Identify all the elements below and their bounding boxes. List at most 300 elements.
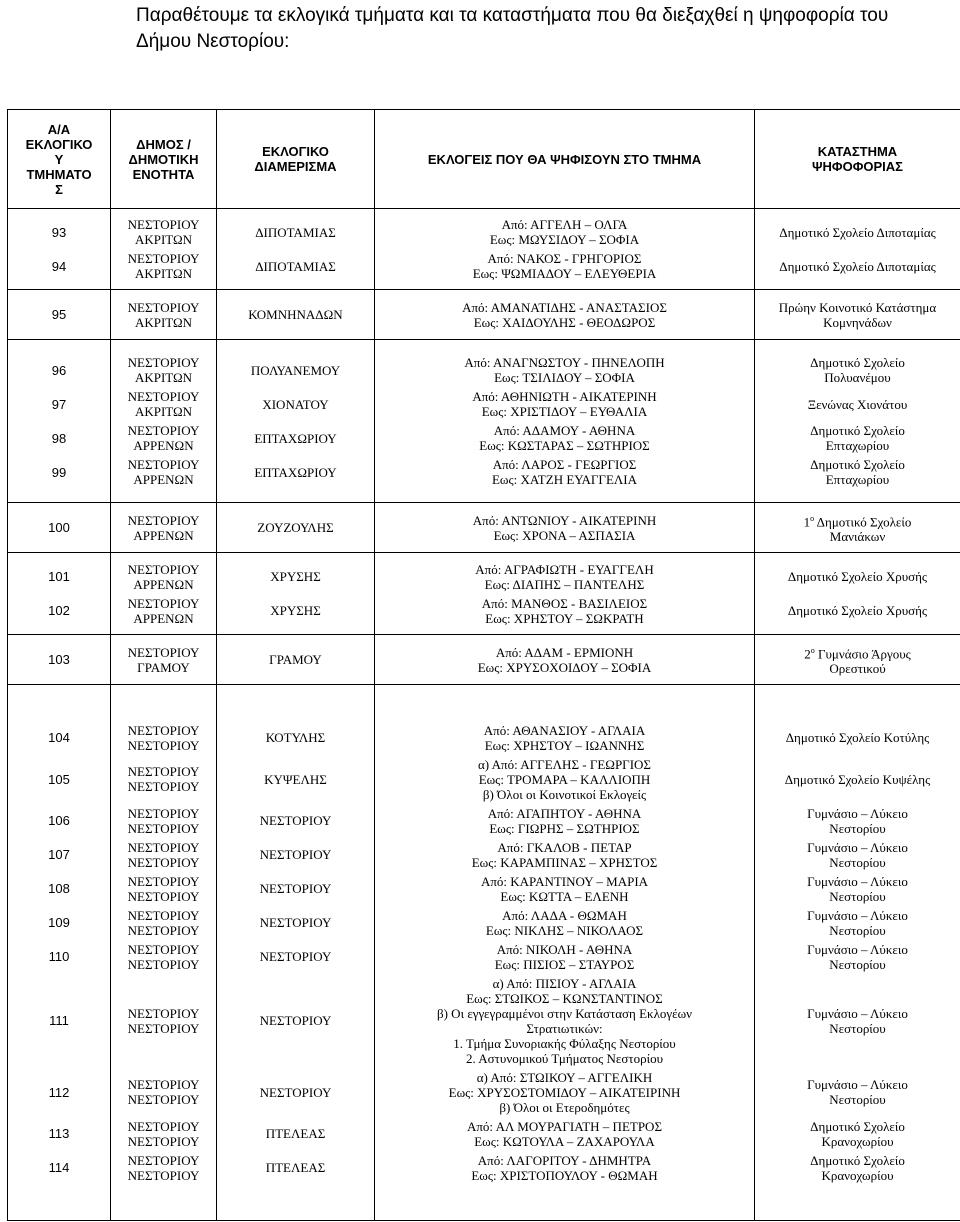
header-aa-line: Σ (55, 181, 63, 197)
table-header-row (8, 110, 960, 209)
district-line: ΖΟΥΖΟΥΛΗΣ (257, 520, 334, 535)
section-number-line: 101 (48, 569, 70, 584)
district-cell (217, 209, 375, 290)
voters-line: Από: ΑΛ ΜΟΥΡΑΓΙΑΤΗ – ΠΕΤΡΟΣ (466, 1118, 663, 1134)
voters-line: Εως: ΧΡΗΣΤΟΥ – ΙΩΑΝΝΗΣ (484, 737, 645, 753)
polling-station-entry (757, 838, 958, 872)
voters-line: Από: ΛΑΔΑ - ΘΩΜΑΗ (502, 907, 627, 923)
voters-entry (377, 511, 752, 545)
municipality-line: ΝΕΣΤΟΡΙΟΥ (127, 854, 200, 870)
polling-station-entry (757, 1117, 958, 1151)
table-row (8, 503, 960, 553)
municipality-line: ΝΕΣΤΟΡΙΟΥ (127, 1167, 200, 1183)
polling-station-line: Δημοτικό Σχολείο (810, 457, 905, 472)
section-number-line: 99 (51, 464, 67, 480)
voters-line: Εως: ΚΩΤΟΥΛΑ – ΖΑΧΑΡΟΥΛΑ (474, 1133, 655, 1149)
district-cell (217, 553, 375, 635)
polling-station-line: Επταχωρίου (825, 438, 890, 453)
section-number-cell (8, 209, 111, 290)
polling-station-line: Νεστορίου (829, 1020, 886, 1036)
voters-line: Από: ΑΓΑΠΗΤΟΥ - ΑΘΗΝΑ (487, 805, 642, 821)
district-entry (219, 353, 372, 387)
section-number-cell (8, 553, 111, 635)
voters-entry (377, 215, 752, 249)
header-dimos-line: ΔΗΜΟΤΙΚΗ (128, 151, 199, 167)
municipality-line: ΝΕΣΤΟΡΙΟΥ (127, 423, 200, 438)
voters-line: 2. Αστυνομικού Τμήματος Νεστορίου (465, 1050, 664, 1066)
polling-station-entry (757, 249, 958, 283)
voters-entry (377, 721, 752, 755)
section-number-entry (10, 974, 108, 1068)
district-entry (219, 511, 372, 545)
municipality-line: ΝΕΣΤΟΡΙΟΥ (127, 1005, 200, 1021)
section-number-line: 93 (51, 224, 67, 240)
voters-entry (377, 594, 752, 628)
municipality-entry (113, 594, 214, 628)
polling-station-line: Νεστορίου (829, 820, 886, 836)
section-number-entry (10, 215, 108, 249)
municipality-line: ΝΕΣΤΟΡΙΟΥ (127, 644, 200, 660)
district-line: ΓΡΑΜΟΥ (269, 652, 322, 667)
voters-line: Εως: ΣΤΩΙΚΟΣ – ΚΩΝΣΤΑΝΤΙΝΟΣ (466, 990, 663, 1006)
municipality-cell (111, 685, 217, 1221)
voters-entry (377, 804, 752, 838)
district-entry (219, 594, 372, 628)
district-line: ΔΙΠΟΤΑΜΙΑΣ (255, 224, 336, 240)
municipality-entry (113, 298, 214, 332)
polling-station-cell (755, 503, 960, 553)
polling-station-line: Δημοτικό Σχολείο (810, 1152, 905, 1168)
voters-line: β) Όλοι οι Κοινοτικοί Εκλογείς (482, 786, 647, 802)
voters-line: Εως: ΧΡΟΝΑ – ΑΣΠΑΣΙΑ (493, 527, 636, 543)
polling-station-cell (755, 340, 960, 503)
header-katastima-line: ΚΑΤΑΣΤΗΜΑ (817, 144, 898, 159)
voters-line: Εως: ΠΙΣΙΟΣ – ΣΤΑΥΡΟΣ (494, 956, 635, 972)
header-katastima-line: ΨΗΦΟΦΟΡΙΑΣ (812, 159, 903, 174)
municipality-entry (113, 1151, 214, 1185)
district-entry (219, 643, 372, 677)
header-katastima (755, 110, 960, 209)
polling-station-line: Επταχωρίου (825, 472, 890, 487)
section-number-cell (8, 290, 111, 340)
municipality-line: ΝΕΣΤΟΡΙΟΥ (127, 595, 200, 611)
voters-line: Εως: ΧΡΙΣΤΙΔΟΥ – ΕΥΘΑΛΙΑ (481, 404, 648, 419)
district-entry (219, 215, 372, 249)
district-line: ΧΡΥΣΗΣ (270, 603, 321, 618)
polling-station-entry (757, 1068, 958, 1117)
polling-station-entry (757, 755, 958, 804)
municipality-entry (113, 215, 214, 249)
municipality-entry (113, 755, 214, 804)
municipality-line: ΑΚΡΙΤΩΝ (134, 404, 193, 419)
table-row (8, 553, 960, 635)
voters-entry (377, 872, 752, 906)
voters-line: α) Από: ΠΙΣΙΟΥ - ΑΓΛΑΙΑ (492, 975, 637, 991)
municipality-cell (111, 340, 217, 503)
district-entry (219, 804, 372, 838)
municipality-line: ΝΕΣΤΟΡΙΟΥ (127, 251, 200, 266)
polling-station-line: Κρανοχωρίου (821, 1133, 894, 1149)
voters-line: Εως: ΧΡΗΣΤΟΥ – ΣΩΚΡΑΤΗ (485, 610, 644, 626)
polling-station-entry (757, 1151, 958, 1185)
polling-station-cell (755, 635, 960, 685)
section-number-entry (10, 511, 108, 545)
municipality-line: ΓΡΑΜΟΥ (137, 659, 190, 675)
polling-station-entry (757, 455, 958, 489)
voters-line: β) Οι εγγεγραμμένοι στην Κατάσταση Εκλογέων (436, 1005, 693, 1021)
header-aa-line: ΤΜΗΜΑΤΟ (26, 166, 92, 182)
section-number-line: 112 (48, 1084, 70, 1100)
district-line: ΠΤΕΛΕΑΣ (265, 1126, 326, 1141)
municipality-line: ΑΡΡΕΝΩΝ (133, 610, 194, 626)
section-number-entry (10, 298, 108, 332)
district-line: ΚΥΨΕΛΗΣ (264, 771, 327, 787)
district-entry (219, 974, 372, 1068)
polling-station-line: Δημοτικό Σχολείο Διποταμίας (779, 258, 936, 274)
district-cell (217, 340, 375, 503)
header-aa-line: ΕΚΛΟΓΙΚΟ (25, 136, 93, 152)
polling-station-line: Γυμνάσιο – Λύκειο (807, 1077, 908, 1092)
polling-station-line: Κομνηνάδων (823, 314, 892, 330)
voters-line: Από: ΝΑΚΟΣ - ΓΡΗΓΟΡΙΟΣ (487, 251, 642, 266)
section-number-entry (10, 940, 108, 974)
district-entry (219, 421, 372, 455)
voters-entry (377, 387, 752, 421)
section-number-entry (10, 643, 108, 677)
district-cell (217, 503, 375, 553)
municipality-line: ΝΕΣΤΟΡΙΟΥ (127, 820, 200, 836)
voters-line: 1. Τμήμα Συνοριακής Φύλαξης Νεστορίου (453, 1035, 676, 1051)
voters-cell (375, 209, 755, 290)
municipality-line: ΑΚΡΙΤΩΝ (134, 314, 193, 330)
district-line: ΚΟΤΥΛΗΣ (265, 730, 326, 745)
polling-station-entry (757, 906, 958, 940)
voters-entry (377, 249, 752, 283)
voters-line: Εως: ΝΙΚΛΗΣ – ΝΙΚΟΛΑΟΣ (485, 922, 644, 938)
voters-line: Εως: ΧΡΥΣΟΧΟΙΔΟΥ – ΣΟΦΙΑ (477, 659, 652, 675)
district-line: ΧΡΥΣΗΣ (270, 569, 321, 584)
district-entry (219, 940, 372, 974)
voters-line: Από: ΓΚΑΛΟΒ - ΠΕΤΑΡ (497, 839, 632, 855)
municipality-entry (113, 387, 214, 421)
voters-entry (377, 1117, 752, 1151)
polling-station-cell (755, 209, 960, 290)
intro-text: Παραθέτουμε τα εκλογικά τμήματα και τα καταστήματα που θα διεξαχθεί η ψηφοφορία του Δήμου Νεστορίου: (136, 5, 889, 52)
municipality-line: ΝΕΣΤΟΡΙΟΥ (127, 956, 200, 972)
district-entry (219, 455, 372, 489)
header-aa-line: Α/Α (47, 121, 71, 137)
municipality-cell (111, 635, 217, 685)
section-number-entry (10, 755, 108, 804)
section-number-entry (10, 1117, 108, 1151)
municipality-line: ΝΕΣΤΟΡΙΟΥ (127, 1020, 200, 1036)
municipality-cell (111, 290, 217, 340)
section-number-entry (10, 1068, 108, 1117)
polling-station-line: Δημοτικό Σχολείο Χρυσής (787, 603, 928, 618)
polling-stations-table (7, 109, 960, 1221)
polling-station-line: Ξενώνας Χιονάτου (807, 396, 908, 412)
district-line: ΝΕΣΤΟΡΙΟΥ (259, 881, 332, 896)
district-entry (219, 560, 372, 594)
municipality-entry (113, 940, 214, 974)
section-number-entry (10, 1151, 108, 1185)
municipality-entry (113, 721, 214, 755)
section-number-line: 108 (48, 881, 70, 896)
polling-station-line: Γυμνάσιο – Λύκειο (807, 907, 908, 923)
municipality-line: ΝΕΣΤΟΡΙΟΥ (127, 873, 200, 889)
section-number-line: 94 (51, 258, 67, 274)
table-row (8, 685, 960, 1221)
polling-station-line: Δημοτικό Σχολείο Κυψέλης (784, 771, 931, 787)
voters-line: Από: ΑΓΓΕΛΗ – ΟΛΓΑ (501, 217, 628, 232)
district-entry (219, 838, 372, 872)
polling-station-line: Νεστορίου (829, 854, 886, 870)
header-dimos-line: ΕΝΟΤΗΤΑ (132, 166, 195, 182)
district-entry (219, 755, 372, 804)
municipality-line: ΑΡΡΕΝΩΝ (133, 438, 194, 453)
polling-station-line: Νεστορίου (829, 1092, 886, 1107)
voters-line: Στρατιωτικών: (526, 1020, 603, 1036)
table-row (8, 209, 960, 290)
municipality-line: ΝΕΣΤΟΡΙΟΥ (127, 941, 200, 957)
voters-line: Εως: ΚΑΡΑΜΠΙΝΑΣ – ΧΡΗΣΤΟΣ (471, 854, 658, 870)
header-diamerisma-line: ΕΚΛΟΓΙΚΟ (262, 144, 329, 159)
header-eklogeis: ΕΚΛΟΓΕΙΣ ΠΟΥ ΘΑ ΨΗΦΙΣΟΥΝ ΣΤΟ ΤΜΗΜΑ (375, 110, 755, 209)
polling-station-line: $1^o$ Δημοτικό Σχολείο (803, 513, 912, 530)
polling-station-line: Πρώην Κοινοτικό Κατάστημα (778, 299, 937, 315)
municipality-line: ΑΚΡΙΤΩΝ (134, 370, 193, 385)
section-number-entry (10, 455, 108, 489)
district-line: ΝΕΣΤΟΡΙΟΥ (259, 1013, 332, 1028)
polling-station-line: Δημοτικό Σχολείο Διποταμίας (779, 224, 936, 240)
header-diamerisma-line: ΔΙΑΜΕΡΙΣΜΑ (254, 159, 337, 174)
municipality-line: ΝΕΣΤΟΡΙΟΥ (127, 779, 200, 794)
voters-line: Εως: ΚΩΤΤΑ – ΕΛΕΝΗ (500, 888, 629, 904)
section-number-cell (8, 340, 111, 503)
polling-station-line: Γυμνάσιο – Λύκειο (807, 873, 908, 889)
table-row (8, 290, 960, 340)
section-number-line: 113 (48, 1126, 70, 1141)
polling-station-entry (757, 215, 958, 249)
section-number-line: 97 (51, 396, 67, 412)
voters-line: Εως: ΧΡΥΣΟΣΤΟΜΙΔΟΥ – ΑΙΚΑΤΕΙΡΙΝΗ (448, 1084, 681, 1100)
municipality-line: ΝΕΣΤΟΡΙΟΥ (127, 888, 200, 904)
voters-line: Εως: ΔΙΑΠΗΣ – ΠΑΝΤΕΛΗΣ (484, 576, 645, 592)
municipality-cell (111, 209, 217, 290)
voters-cell (375, 635, 755, 685)
voters-line: Εως: ΨΩΜΙΑΔΟΥ – ΕΛΕΥΘΕΡΙΑ (472, 266, 657, 281)
district-entry (219, 1068, 372, 1117)
municipality-entry (113, 872, 214, 906)
voters-line: Εως: ΤΡΟΜΑΡΑ – ΚΑΛΛΙΟΠΗ (478, 771, 651, 787)
voters-line: Εως: ΧΑΙΔΟΥΛΗΣ - ΘΕΟΔΩΡΟΣ (473, 314, 656, 330)
municipality-line: ΝΕΣΤΟΡΙΟΥ (127, 1133, 200, 1149)
voters-entry (377, 643, 752, 677)
polling-station-entry (757, 560, 958, 594)
district-line: ΝΕΣΤΟΡΙΟΥ (259, 949, 332, 964)
voters-line: Από: ΑΔΑΜΟΥ - ΑΘΗΝΑ (493, 423, 636, 438)
voters-line: Εως: ΜΩΥΣΙΔΟΥ – ΣΟΦΙΑ (489, 232, 640, 247)
municipality-line: ΝΕΣΤΟΡΙΟΥ (127, 457, 200, 472)
voters-entry (377, 906, 752, 940)
section-number-entry (10, 421, 108, 455)
polling-station-line: Γυμνάσιο – Λύκειο (807, 1005, 908, 1021)
municipality-line: ΝΕΣΤΟΡΙΟΥ (127, 907, 200, 923)
district-line: ΕΠΤΑΧΩΡΙΟΥ (254, 464, 337, 480)
municipality-line: ΝΕΣΤΟΡΙΟΥ (127, 561, 200, 577)
municipality-line: ΝΕΣΤΟΡΙΟΥ (127, 805, 200, 821)
voters-line: α) Από: ΑΓΓΕΛΗΣ - ΓΕΩΡΓΙΟΣ (478, 756, 651, 772)
section-number-entry (10, 387, 108, 421)
voters-line: Από: ΛΑΡΟΣ - ΓΕΩΡΓΙΟΣ (492, 457, 637, 472)
polling-station-line: Νεστορίου (829, 888, 886, 904)
municipality-entry (113, 906, 214, 940)
municipality-line: ΝΕΣΤΟΡΙΟΥ (127, 355, 200, 370)
section-number-line: 96 (51, 362, 67, 378)
municipality-entry (113, 643, 214, 677)
voters-cell (375, 503, 755, 553)
district-line: ΔΙΠΟΤΑΜΙΑΣ (255, 258, 336, 274)
district-entry (219, 906, 372, 940)
district-entry (219, 1117, 372, 1151)
section-number-line: 104 (48, 730, 70, 745)
voters-line: Από: ΛΑΓΟΡΙΤΟΥ - ΔΗΜΗΤΡΑ (477, 1152, 652, 1168)
district-line: ΠΤΕΛΕΑΣ (265, 1160, 326, 1175)
district-line: ΠΟΛΥΑΝΕΜΟΥ (250, 362, 341, 378)
voters-line: Από: ΑΜΑΝΑΤΙΔΗΣ - ΑΝΑΣΤΑΣΙΟΣ (462, 299, 667, 315)
municipality-line: ΝΕΣΤΟΡΙΟΥ (127, 299, 200, 315)
polling-station-line: Μανιάκων (829, 529, 886, 545)
section-number-line: 107 (48, 847, 70, 862)
voters-line: Από: ΑΝΤΩΝΙΟΥ - ΑΙΚΑΤΕΡΙΝΗ (472, 512, 657, 528)
voters-line: Από: ΑΓΡΑΦΙΩΤΗ - ΕΥΑΓΓΕΛΗ (475, 561, 654, 577)
district-entry (219, 249, 372, 283)
section-number-cell (8, 635, 111, 685)
polling-station-entry (757, 721, 958, 755)
polling-station-line: $2^o$ Γυμνάσιο Άργους (804, 645, 911, 662)
district-line: ΝΕΣΤΟΡΙΟΥ (259, 847, 332, 862)
municipality-line: ΝΕΣΤΟΡΙΟΥ (127, 1152, 200, 1168)
municipality-entry (113, 974, 214, 1068)
section-number-entry (10, 353, 108, 387)
district-line: ΕΠΤΑΧΩΡΙΟΥ (254, 430, 337, 446)
voters-entry (377, 421, 752, 455)
municipality-line: ΑΡΡΕΝΩΝ (133, 527, 194, 543)
header-dimos (111, 110, 217, 209)
district-cell (217, 685, 375, 1221)
municipality-line: ΝΕΣΤΟΡΙΟΥ (127, 764, 200, 779)
polling-station-line: Δημοτικό Σχολείο (810, 355, 905, 370)
district-line: ΧΙΟΝΑΤΟΥ (262, 396, 329, 412)
district-cell (217, 635, 375, 685)
voters-line: Εως: ΧΑΤΖΗ ΕΥΑΓΓΕΛΙΑ (491, 472, 638, 487)
municipality-line: ΑΚΡΙΤΩΝ (134, 232, 193, 247)
voters-line: Από: ΝΙΚΟΛΗ - ΑΘΗΝΑ (496, 941, 633, 957)
voters-line: Εως: ΤΣΙΛΙΔΟΥ – ΣΟΦΙΑ (494, 370, 635, 385)
municipality-entry (113, 421, 214, 455)
polling-station-line: Δημοτικό Σχολείο Κοτύλης (785, 730, 930, 745)
district-line: ΝΕΣΤΟΡΙΟΥ (259, 1084, 332, 1100)
section-number-line: 109 (48, 915, 70, 930)
polling-station-line: Νεστορίου (829, 922, 886, 938)
polling-station-line: Γυμνάσιο – Λύκειο (807, 805, 908, 821)
municipality-entry (113, 353, 214, 387)
polling-station-entry (757, 594, 958, 628)
district-cell (217, 290, 375, 340)
polling-station-line: Ορεστικού (829, 661, 886, 677)
voters-cell (375, 290, 755, 340)
polling-station-line: Δημοτικό Σχολείο (810, 423, 905, 438)
section-number-cell (8, 685, 111, 1221)
municipality-entry (113, 560, 214, 594)
voters-line: Από: ΚΑΡΑΝΤΙΝΟΥ – ΜΑΡΙΑ (480, 873, 649, 889)
section-number-line: 102 (48, 603, 70, 618)
voters-entry (377, 1151, 752, 1185)
district-entry (219, 1151, 372, 1185)
voters-entry (377, 1068, 752, 1117)
polling-station-entry (757, 804, 958, 838)
municipality-entry (113, 1117, 214, 1151)
voters-line: Από: ΜΑΝΘΟΣ - ΒΑΣΙΛΕΙΟΣ (481, 595, 648, 611)
section-number-line: 100 (48, 520, 70, 535)
polling-station-entry (757, 298, 958, 332)
section-number-entry (10, 906, 108, 940)
municipality-line: ΝΕΣΤΟΡΙΟΥ (127, 1092, 200, 1107)
voters-line: Από: ΑΘΗΝΙΩΤΗ - ΑΙΚΑΤΕΡΙΝΗ (472, 389, 657, 404)
header-aa-line: Υ (54, 151, 64, 167)
polling-station-cell (755, 553, 960, 635)
polling-station-line: Δημοτικό Σχολείο (810, 1118, 905, 1134)
voters-entry (377, 298, 752, 332)
voters-line: Από: ΑΔΑΜ - ΕΡΜΙΟΝΗ (495, 644, 634, 660)
municipality-line: ΝΕΣΤΟΡΙΟΥ (127, 839, 200, 855)
polling-station-entry (757, 940, 958, 974)
voters-entry (377, 974, 752, 1068)
header-diamerisma (217, 110, 375, 209)
voters-entry (377, 455, 752, 489)
section-number-line: 98 (51, 430, 67, 446)
section-number-line: 114 (48, 1160, 70, 1175)
municipality-line: ΝΕΣΤΟΡΙΟΥ (127, 1077, 200, 1092)
voters-line: Εως: ΓΙΩΡΗΣ – ΣΩΤΗΡΙΟΣ (489, 820, 640, 836)
table-row (8, 340, 960, 503)
polling-station-entry (757, 353, 958, 387)
voters-line: Από: ΑΘΑΝΑΣΙΟΥ - ΑΓΛΑΙΑ (483, 722, 646, 738)
header-dimos-line: ΔΗΜΟΣ / (136, 136, 191, 152)
voters-cell (375, 553, 755, 635)
polling-station-line: Πολυανέμου (824, 370, 891, 385)
municipality-line: ΑΚΡΙΤΩΝ (134, 266, 193, 281)
municipality-line: ΝΕΣΤΟΡΙΟΥ (127, 1118, 200, 1134)
district-entry (219, 387, 372, 421)
header-aa (8, 110, 111, 209)
section-number-line: 95 (51, 307, 67, 322)
district-entry (219, 298, 372, 332)
voters-entry (377, 560, 752, 594)
voters-line: β) Όλοι οι Ετεροδημότες (499, 1099, 630, 1115)
voters-cell (375, 340, 755, 503)
section-number-line: 111 (49, 1013, 69, 1028)
polling-station-entry (757, 643, 958, 677)
polling-station-entry (757, 974, 958, 1068)
section-number-entry (10, 838, 108, 872)
polling-station-line: Δημοτικό Σχολείο Χρυσής (787, 569, 928, 584)
municipality-cell (111, 553, 217, 635)
municipality-line: ΝΕΣΤΟΡΙΟΥ (127, 389, 200, 404)
municipality-entry (113, 249, 214, 283)
section-number-entry (10, 560, 108, 594)
voters-line: Από: ΑΝΑΓΝΩΣΤΟΥ - ΠΗΝΕΛΟΠΗ (464, 355, 665, 370)
